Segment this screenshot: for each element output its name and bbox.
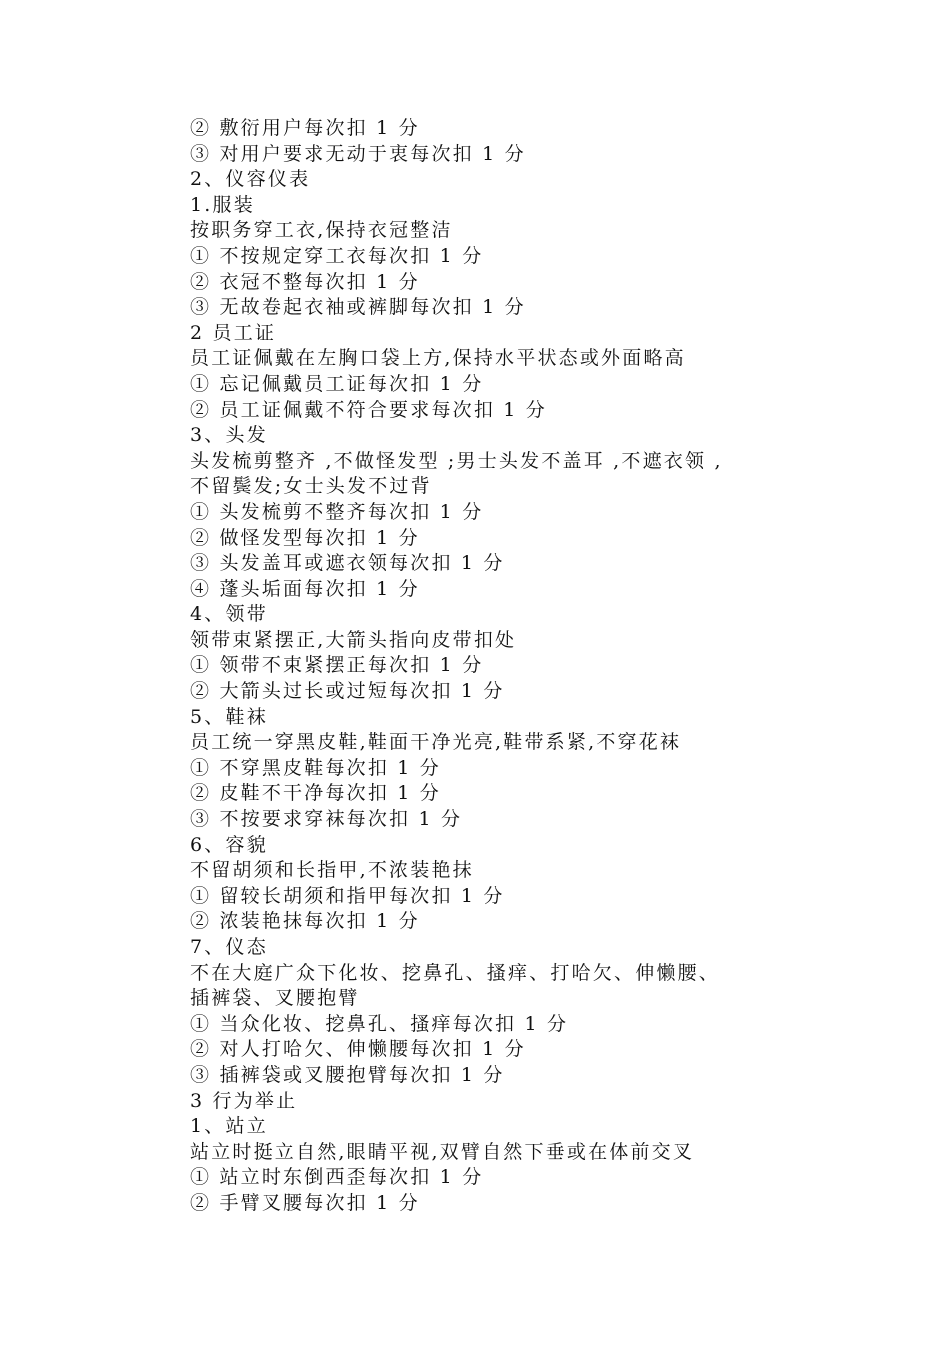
text-line: ① 头发梳剪不整齐每次扣 1 分 — [190, 500, 484, 523]
subsection-heading: 1、站立 — [190, 1115, 268, 1138]
subsection-heading: 7、仪态 — [190, 936, 268, 958]
text-line: 员工统一穿黑皮鞋,鞋面干净光亮,鞋带系紧,不穿花袜 — [190, 731, 682, 754]
text-line: ① 领带不束紧摆正每次扣 1 分 — [190, 654, 484, 677]
document-body — [190, 116, 810, 1217]
text-line: ② 浓装艳抹每次扣 1 分 — [190, 910, 420, 933]
text-line: 员工证佩戴在左胸口袋上方,保持水平状态或外面略高 — [190, 347, 686, 370]
subsection-heading: 2 员工证 — [190, 321, 277, 344]
text-line: ② 手臂叉腰每次扣 1 分 — [190, 1191, 420, 1214]
subsection-heading: 1.服装 — [190, 193, 255, 216]
subsection-heading: 5、鞋袜 — [190, 705, 268, 728]
text-line: 不留胡须和长指甲,不浓装艳抹 — [190, 859, 474, 882]
text-line: ① 站立时东倒西歪每次扣 1 分 — [190, 1166, 484, 1189]
text-line: ① 忘记佩戴员工证每次扣 1 分 — [190, 372, 484, 395]
text-line: ③ 不按要求穿袜每次扣 1 分 — [190, 808, 463, 831]
text-line: 按职务穿工衣,保持衣冠整洁 — [190, 219, 453, 242]
text-line: 领带束紧摆正,大箭头指向皮带扣处 — [190, 628, 517, 651]
text-line: 头发梳剪整齐 ,不做怪发型 ;男士头发不盖耳 ,不遮衣领 , — [190, 449, 723, 472]
text-line: ④ 蓬头垢面每次扣 1 分 — [190, 577, 420, 600]
section-heading: 2、仪容仪表 — [190, 168, 311, 191]
text-line: ② 敷衍用户每次扣 1 分 — [190, 117, 420, 139]
subsection-heading: 3、头发 — [190, 424, 268, 447]
subsection-heading: 4、领带 — [190, 603, 268, 626]
text-line: ① 留较长胡须和指甲每次扣 1 分 — [190, 884, 505, 907]
text-line: ② 衣冠不整每次扣 1 分 — [190, 270, 420, 293]
text-line: 不在大庭广众下化妆、挖鼻孔、搔痒、打哈欠、伸懒腰、 — [190, 961, 721, 984]
text-line: ③ 插裤袋或叉腰抱臂每次扣 1 分 — [190, 1063, 505, 1086]
text-line: ② 大箭头过长或过短每次扣 1 分 — [190, 680, 505, 703]
text-line: 插裤袋、叉腰抱臂 — [190, 987, 360, 1010]
section-heading: 3 行为举止 — [190, 1089, 298, 1112]
text-line: ② 做怪发型每次扣 1 分 — [190, 526, 420, 549]
text-line: ① 不穿黑皮鞋每次扣 1 分 — [190, 756, 442, 779]
text-line: ① 当众化妆、挖鼻孔、搔痒每次扣 1 分 — [190, 1012, 569, 1035]
text-line: ③ 头发盖耳或遮衣领每次扣 1 分 — [190, 552, 505, 575]
text-line: 不留鬓发;女士头发不过背 — [190, 475, 432, 498]
text-line: 站立时挺立自然,眼睛平视,双臂自然下垂或在体前交叉 — [190, 1140, 695, 1163]
subsection-heading: 6、容貌 — [190, 833, 268, 856]
text-line: ② 员工证佩戴不符合要求每次扣 1 分 — [190, 398, 548, 421]
text-line: ② 皮鞋不干净每次扣 1 分 — [190, 782, 442, 805]
text-line: ③ 无故卷起衣袖或裤脚每次扣 1 分 — [190, 296, 526, 319]
text-line: ① 不按规定穿工衣每次扣 1 分 — [190, 244, 484, 267]
text-line: ② 对人打哈欠、伸懒腰每次扣 1 分 — [190, 1038, 526, 1061]
text-line: ③ 对用户要求无动于衷每次扣 1 分 — [190, 142, 526, 165]
